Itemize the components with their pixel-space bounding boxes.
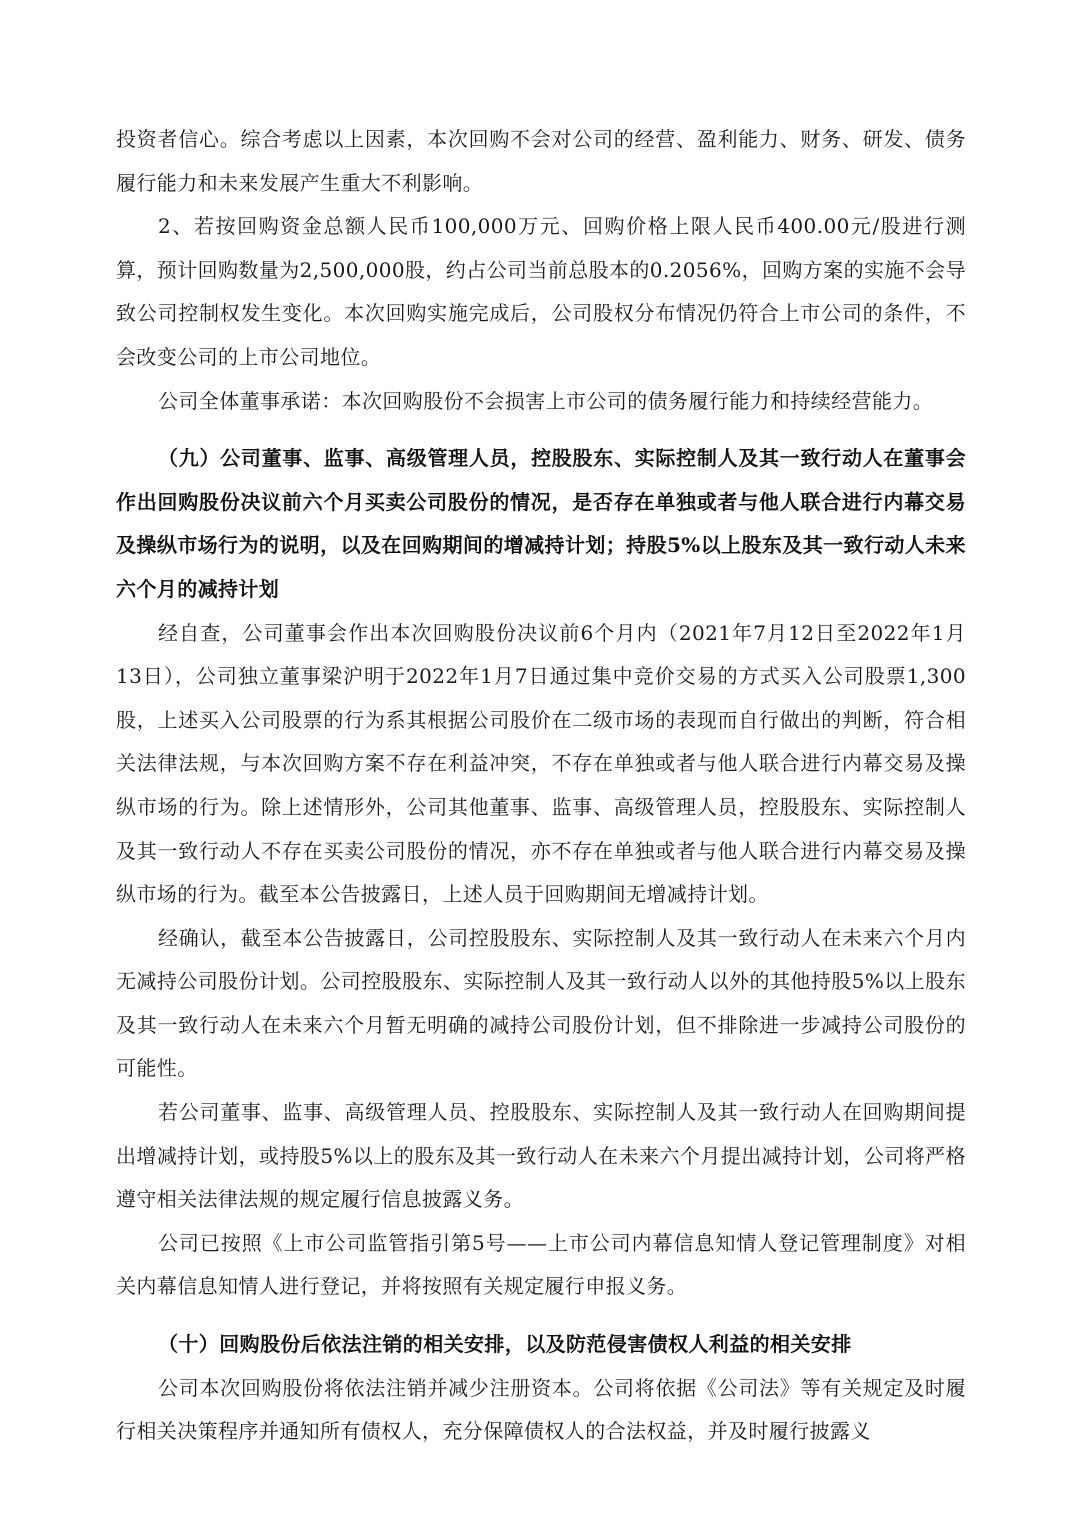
paragraph-future-plan: 若公司董事、监事、高级管理人员、控股股东、实际控制人及其一致行动人在回购期间提出增减持计划，或持股5%以上的股东及其一致行动人在未来六个月提出减持计划，公司将严格遵守相关法律法规的规定履行信息披露义务。 [116, 1100, 966, 1212]
paragraph-board-commitment: 公司全体董事承诺：本次回购股份不会损害上市公司的债务履行能力和持续经营能力。 [158, 388, 934, 413]
paragraph-cancellation: 公司本次回购股份将依法注销并减少注册资本。公司将依据《公司法》等有关规定及时履行相关决策程序并通知所有债权人，充分保障债权人的合法权益，并及时履行披露义 [116, 1375, 966, 1444]
paragraph-confirmation: 经确认，截至本公告披露日，公司控股股东、实际控制人及其一致行动人在未来六个月内无减持公司股份计划。公司控股股东、实际控制人及其一致行动人以外的其他持股5%以上股东及其一致行动人在未来六个月暂无明确的减持公司股份计划，但不排除进一步减持公司股份的可能性。 [116, 925, 966, 1081]
paragraph-insider-registration: 公司已按照《上市公司监管指引第5号——上市公司内幕信息知情人登记管理制度》对相关内幕信息知情人进行登记，并将按照有关规定履行申报义务。 [116, 1230, 966, 1299]
paragraph-intro: 投资者信心。综合考虑以上因素，本次回购不会对公司的经营、盈利能力、财务、研发、债务履行能力和未来发展产生重大不利影响。 [116, 127, 966, 195]
section-heading-10: （十）回购股份后依法注销的相关安排，以及防范侵害债权人利益的相关安排 [158, 1332, 852, 1357]
paragraph-self-check: 经自查，公司董事会作出本次回购股份决议前6个月内（2021年7月12日至2022年1月13日），公司独立董事梁沪明于2022年1月7日通过集中竞价交易的方式买入公司股票1,300股，上述买入公司股票的行为系其根据公司股价在二级市场的表现而自行做出的判断，符合相关法律法规，与本次回购方案不存在利益冲突，不存在单独或者与他人联合进行内幕交易及操纵市场的行为。除上述情形外，公司其他董事、监事、高级管理人员，控股股东、实际控制人及其一致行动人不存在买卖公司股份的情况，亦不存在单独或者与他人联合进行内幕交易及操纵市场的行为。截至本公告披露日，上述人员于回购期间无增减持计划。 [116, 620, 966, 907]
document-page [116, 118, 966, 1454]
paragraph-calculation: 2、若按回购资金总额人民币100,000万元、回购价格上限人民币400.00元/股进行测算，预计回购数量为2,500,000股，约占公司当前总股本的0.2056%，回购方案的实施不会导致公司控制权发生变化。本次回购实施完成后，公司股权分布情况仍符合上市公司的条件，不会改变公司的上市公司地位。 [116, 214, 966, 369]
section-heading-9: （九）公司董事、监事、高级管理人员，控股股东、实际控制人及其一致行动人在董事会作出回购股份决议前六个月买卖公司股份的情况，是否存在单独或者与他人联合进行内幕交易及操纵市场行为的说明，以及在回购期间的增减持计划；持股5%以上股东及其一致行动人未来六个月的减持计划 [116, 446, 966, 601]
